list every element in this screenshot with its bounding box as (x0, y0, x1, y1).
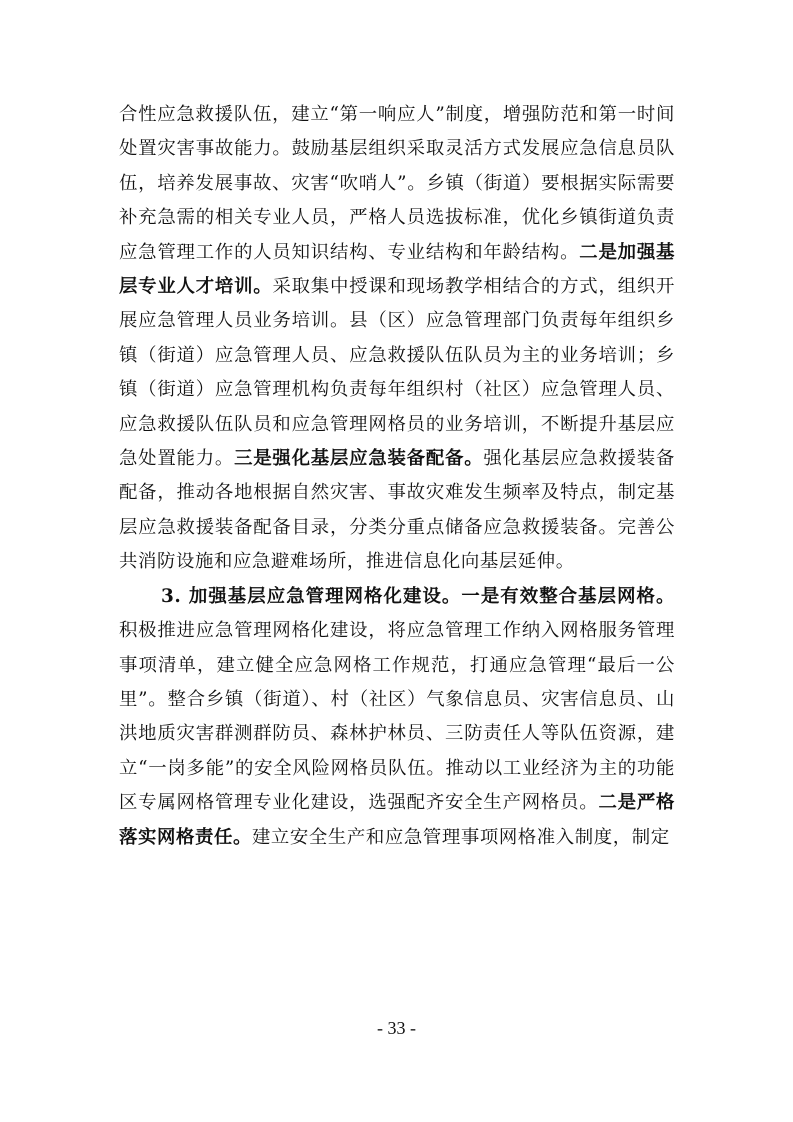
bold-heading-run: 二是加强基层专业人才培训。 (119, 241, 675, 298)
section-heading-run: 3. 加强基层应急管理网格化建设。一是有效整合基层网格。 (161, 585, 675, 607)
bold-heading-run: 三是强化基层应急装备配备。 (234, 448, 484, 470)
document-body (119, 98, 675, 855)
paragraph-1 (119, 98, 675, 580)
text-run: 强化基层应急救援装备配备，推动各地根据自然灾害、事故灾难发生频率及特点，制定基层应急救援装备配备目录，分类分重点储备应急救援装备。完善公共消防设施和应急避难场所，推进信息化向基层延伸。 (119, 448, 675, 573)
paragraph-2 (119, 580, 675, 855)
text-run: 建立安全生产和应急管理事项网格准入制度，制定 (251, 826, 670, 848)
text-run: 积极推进应急管理网格化建设，将应急管理工作纳入网格服务管理事项清单，建立健全应急网格工作规范，打通应急管理“最后一公里”。整合乡镇（街道）、村（社区）气象信息员、灾害信息员、山洪地质灾害群测群防员、森林护林员、三防责任人等队伍资源，建立“一岗多能”的安全风险网格员队伍。推动以工业经济为主的功能区专属网格管理专业化建设，选强配齐安全生产网格员。 (119, 620, 675, 814)
text-run: 采取集中授课和现场教学相结合的方式，组织开展应急管理人员业务培训。县（区）应急管理部门负责每年组织乡镇（街道）应急管理人员、应急救援队伍队员为主的业务培训；乡镇（街道）应急管理机构负责每年组织村（社区）应急管理人员、应急救援队伍队员和应急管理网格员的业务培训，不断提升基层应急处置能力。 (119, 276, 675, 470)
page-number: - 33 - (377, 1018, 416, 1038)
bold-heading-run: 二是严格落实网格责任。 (119, 792, 675, 848)
text-run: 合性应急救援队伍，建立“第一响应人”制度，增强防范和第一时间处置灾害事故能力。鼓励基层组织采取灵活方式发展应急信息员队伍，培养发展事故、灾害“吹哨人”。乡镇（街道）要根据实际需要补充急需的相关专业人员，严格人员选拔标准，优化乡镇街道负责应急管理工作的人员知识结构、专业结构和年龄结构。 (119, 104, 675, 263)
